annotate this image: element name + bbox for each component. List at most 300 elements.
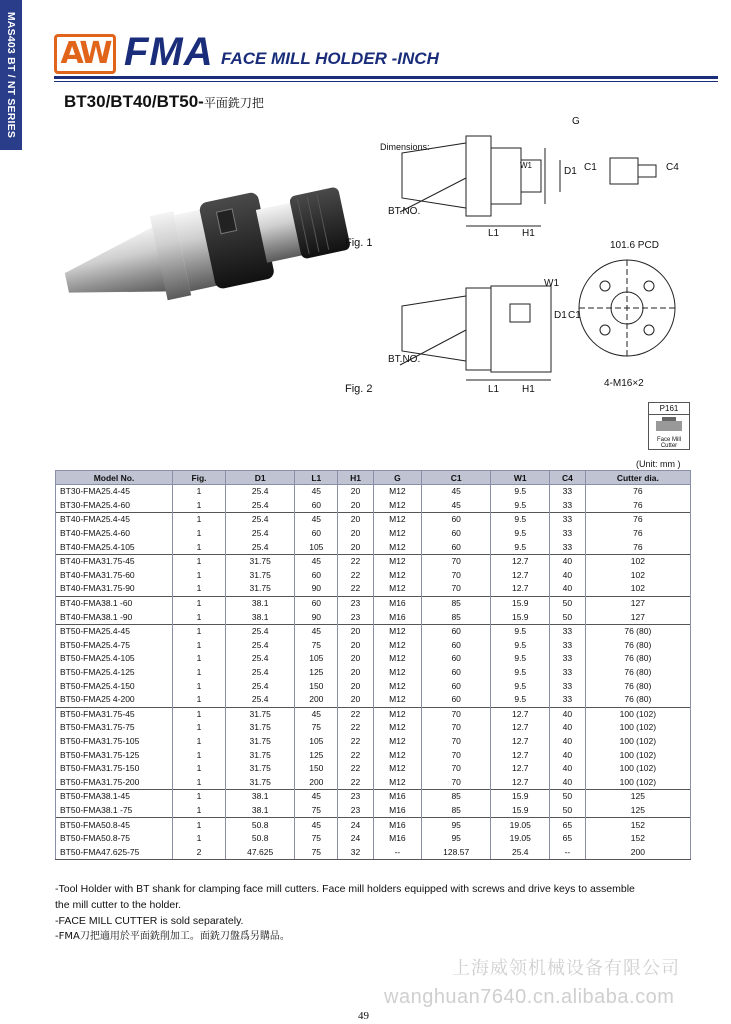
table-cell: 33 (550, 485, 586, 499)
note-2: -FACE MILL CUTTER is sold separately. (55, 915, 244, 927)
table-cell: 60 (422, 666, 491, 680)
table-cell: M16 (373, 818, 421, 832)
table-cell: BT50-FMA25 4-200 (56, 693, 173, 707)
thread-label: 4-M16×2 (604, 378, 644, 389)
table-cell: M12 (373, 707, 421, 721)
table-cell: M16 (373, 596, 421, 610)
table-cell: M12 (373, 624, 421, 638)
table-cell: 19.05 (491, 832, 550, 846)
table-cell: 25.4 (226, 513, 295, 527)
table-cell: 33 (550, 527, 586, 541)
label-c4: C4 (666, 162, 679, 173)
table-row (56, 540, 691, 554)
table-cell: 60 (422, 652, 491, 666)
table-cell: BT40-FMA38.1 -90 (56, 610, 173, 624)
company-logo (54, 34, 116, 74)
table-row (56, 554, 691, 568)
table-cell: 20 (338, 679, 374, 693)
table-cell: 9.5 (491, 624, 550, 638)
table-cell: 1 (173, 666, 226, 680)
table-cell: 47.625 (226, 845, 295, 859)
table-cell: 75 (295, 804, 338, 818)
table-cell: 85 (422, 596, 491, 610)
col-fig: Fig. (173, 471, 226, 485)
table-row (56, 721, 691, 735)
table-cell: 1 (173, 735, 226, 749)
page-number: 49 (358, 1010, 369, 1022)
table-cell: 60 (422, 527, 491, 541)
table-cell: BT40-FMA25.4-45 (56, 513, 173, 527)
table-cell: 1 (173, 762, 226, 776)
table-cell: 105 (295, 735, 338, 749)
table-cell: 38.1 (226, 804, 295, 818)
table-cell: 31.75 (226, 582, 295, 596)
table-row (56, 775, 691, 789)
table-cell: 90 (295, 610, 338, 624)
table-cell: 1 (173, 527, 226, 541)
table-cell: 15.9 (491, 610, 550, 624)
table-cell: 45 (295, 818, 338, 832)
table-cell: 2 (173, 845, 226, 859)
label-d1-fig1: D1 (564, 166, 577, 177)
table-cell: BT50-FMA31.75-45 (56, 707, 173, 721)
table-cell: M12 (373, 527, 421, 541)
table-row (56, 596, 691, 610)
table-cell: M16 (373, 790, 421, 804)
table-cell: 1 (173, 721, 226, 735)
table-cell: 22 (338, 721, 374, 735)
table-cell: 20 (338, 513, 374, 527)
table-cell: 76 (80) (585, 666, 690, 680)
table-cell: 125 (585, 790, 690, 804)
table-cell: 9.5 (491, 666, 550, 680)
table-cell: 125 (585, 804, 690, 818)
table-cell: BT50-FMA50.8-45 (56, 818, 173, 832)
table-cell: 75 (295, 845, 338, 859)
col-d1: D1 (226, 471, 295, 485)
note-1-cont: the mill cutter to the holder. (55, 899, 182, 911)
table-cell: 40 (550, 721, 586, 735)
table-cell: M12 (373, 652, 421, 666)
table-cell: 19.05 (491, 818, 550, 832)
table-cell: 60 (422, 679, 491, 693)
table-cell: M12 (373, 485, 421, 499)
table-cell: 76 (585, 527, 690, 541)
table-cell: M12 (373, 775, 421, 789)
table-cell: 9.5 (491, 652, 550, 666)
table-cell: 15.9 (491, 790, 550, 804)
table-cell: BT50-FMA38.1-45 (56, 790, 173, 804)
table-cell: 1 (173, 569, 226, 583)
technical-drawing (340, 108, 700, 408)
table-cell: BT50-FMA25.4-45 (56, 624, 173, 638)
table-cell: BT50-FMA31.75-150 (56, 762, 173, 776)
table-cell: M12 (373, 554, 421, 568)
table-cell: 45 (295, 554, 338, 568)
table-cell: M16 (373, 832, 421, 846)
table-cell: 31.75 (226, 554, 295, 568)
table-cell: 31.75 (226, 775, 295, 789)
page-title: FMA (124, 30, 214, 74)
table-row (56, 666, 691, 680)
table-row (56, 527, 691, 541)
tool-holder-photo (56, 155, 356, 325)
pcd-label: 101.6 PCD (610, 240, 659, 251)
table-cell: 38.1 (226, 610, 295, 624)
table-cell: 76 (585, 540, 690, 554)
table-row (56, 804, 691, 818)
table-cell: 9.5 (491, 513, 550, 527)
table-cell: 127 (585, 596, 690, 610)
spec-table-header (56, 471, 691, 485)
table-cell: 25.4 (226, 666, 295, 680)
table-cell: 1 (173, 790, 226, 804)
table-cell: 20 (338, 666, 374, 680)
table-cell: 31.75 (226, 721, 295, 735)
col-model: Model No. (56, 471, 173, 485)
table-cell: 9.5 (491, 527, 550, 541)
table-cell: 22 (338, 735, 374, 749)
table-cell: 23 (338, 610, 374, 624)
table-cell: 76 (80) (585, 624, 690, 638)
table-cell: 1 (173, 596, 226, 610)
label-g: G (572, 116, 580, 127)
table-cell: 22 (338, 707, 374, 721)
label-l1-fig2: L1 (488, 384, 500, 395)
table-cell: 12.7 (491, 735, 550, 749)
label-l1-fig1: L1 (488, 228, 500, 239)
table-cell: 25.4 (226, 639, 295, 653)
table-cell: 70 (422, 721, 491, 735)
table-cell: BT50-FMA31.75-105 (56, 735, 173, 749)
table-cell: 76 (80) (585, 639, 690, 653)
table-cell: 100 (102) (585, 762, 690, 776)
table-cell: 45 (295, 624, 338, 638)
table-cell: 33 (550, 513, 586, 527)
table-cell: 60 (295, 499, 338, 513)
table-cell: 45 (295, 707, 338, 721)
table-cell: 25.4 (226, 693, 295, 707)
table-cell: 60 (295, 596, 338, 610)
table-cell: 76 (585, 513, 690, 527)
table-cell: BT50-FMA38.1 -75 (56, 804, 173, 818)
table-row (56, 748, 691, 762)
table-cell: 9.5 (491, 540, 550, 554)
table-cell: 40 (550, 748, 586, 762)
label-w1-fig1: W1 (520, 161, 532, 170)
table-cell: 33 (550, 652, 586, 666)
table-cell: 31.75 (226, 569, 295, 583)
table-cell: 125 (295, 666, 338, 680)
table-cell: 31.75 (226, 735, 295, 749)
table-row (56, 735, 691, 749)
table-cell: 45 (295, 790, 338, 804)
website-watermark: wanghuan7640.cn.alibaba.com (384, 986, 675, 1008)
table-cell: BT50-FMA25.4-75 (56, 639, 173, 653)
table-cell: BT40-FMA25.4-60 (56, 527, 173, 541)
table-cell: 9.5 (491, 679, 550, 693)
table-cell: 9.5 (491, 499, 550, 513)
table-cell: 31.75 (226, 762, 295, 776)
table-cell: M12 (373, 582, 421, 596)
table-cell: 105 (295, 540, 338, 554)
table-cell: 23 (338, 790, 374, 804)
table-row (56, 582, 691, 596)
table-cell: 70 (422, 762, 491, 776)
col-g: G (373, 471, 421, 485)
table-cell: 33 (550, 693, 586, 707)
table-cell: 20 (338, 527, 374, 541)
table-cell: M12 (373, 569, 421, 583)
table-cell: 1 (173, 818, 226, 832)
table-cell: 1 (173, 775, 226, 789)
table-cell: 50 (550, 790, 586, 804)
table-cell: 65 (550, 832, 586, 846)
table-cell: BT50-FMA25.4-105 (56, 652, 173, 666)
table-cell: 22 (338, 748, 374, 762)
table-cell: 25.4 (226, 679, 295, 693)
table-cell: BT40-FMA31.75-60 (56, 569, 173, 583)
table-cell: 15.9 (491, 596, 550, 610)
table-cell: 33 (550, 540, 586, 554)
table-cell: M12 (373, 721, 421, 735)
table-cell: 15.9 (491, 804, 550, 818)
table-cell: 22 (338, 582, 374, 596)
table-cell: 90 (295, 582, 338, 596)
table-cell: 100 (102) (585, 748, 690, 762)
table-row (56, 762, 691, 776)
table-cell: 12.7 (491, 582, 550, 596)
table-cell: 25.4 (226, 485, 295, 499)
table-cell: 33 (550, 666, 586, 680)
table-cell: 1 (173, 582, 226, 596)
table-cell: 40 (550, 707, 586, 721)
table-cell: 1 (173, 499, 226, 513)
table-cell: 75 (295, 639, 338, 653)
table-cell: BT50-FMA25.4-150 (56, 679, 173, 693)
table-cell: 12.7 (491, 748, 550, 762)
table-cell: 60 (422, 639, 491, 653)
table-cell: 100 (102) (585, 707, 690, 721)
table-cell: 9.5 (491, 693, 550, 707)
table-cell: BT50-FMA47.625-75 (56, 845, 173, 859)
table-cell: 1 (173, 748, 226, 762)
table-cell: 20 (338, 693, 374, 707)
table-cell: 38.1 (226, 596, 295, 610)
table-cell: 50 (550, 596, 586, 610)
table-cell: 70 (422, 554, 491, 568)
table-cell: 24 (338, 818, 374, 832)
table-cell: 100 (102) (585, 775, 690, 789)
table-cell: 60 (295, 569, 338, 583)
table-cell: 70 (422, 775, 491, 789)
table-cell: 1 (173, 804, 226, 818)
cutter-thumbnail-icon (652, 415, 686, 435)
col-c1: C1 (422, 471, 491, 485)
table-cell: 23 (338, 596, 374, 610)
fig2-label: Fig. 2 (345, 383, 373, 395)
table-cell: 75 (295, 721, 338, 735)
table-cell: 76 (80) (585, 693, 690, 707)
table-row (56, 679, 691, 693)
col-w1: W1 (491, 471, 550, 485)
label-c1-fig1: C1 (584, 162, 597, 173)
table-cell: 45 (422, 485, 491, 499)
table-cell: 24 (338, 832, 374, 846)
table-cell: M16 (373, 804, 421, 818)
table-cell: 25.4 (226, 624, 295, 638)
table-cell: 60 (295, 527, 338, 541)
table-cell: 102 (585, 554, 690, 568)
table-cell: -- (550, 845, 586, 859)
section-heading-en: BT30/BT40/BT50- (64, 92, 204, 111)
table-cell: 23 (338, 804, 374, 818)
col-c4: C4 (550, 471, 586, 485)
table-cell: 20 (338, 624, 374, 638)
table-row (56, 693, 691, 707)
table-cell: 22 (338, 762, 374, 776)
company-watermark: 上海威领机械设备有限公司 (452, 958, 680, 979)
title-rule (54, 76, 718, 79)
table-cell: 22 (338, 554, 374, 568)
table-cell: 85 (422, 790, 491, 804)
table-cell: M12 (373, 540, 421, 554)
table-cell: 1 (173, 513, 226, 527)
table-cell: 1 (173, 540, 226, 554)
table-cell: 50.8 (226, 818, 295, 832)
table-cell: 12.7 (491, 775, 550, 789)
table-cell: 75 (295, 832, 338, 846)
title-rule-thin (54, 81, 718, 82)
table-row (56, 845, 691, 859)
spec-table-body (56, 485, 691, 860)
table-cell: M12 (373, 513, 421, 527)
face-mill-cutter-reference[interactable] (648, 402, 690, 450)
table-cell: 9.5 (491, 485, 550, 499)
table-cell: M12 (373, 679, 421, 693)
table-cell: 20 (338, 540, 374, 554)
table-cell: 45 (422, 499, 491, 513)
table-cell: 40 (550, 775, 586, 789)
table-cell: 60 (422, 624, 491, 638)
table-row (56, 569, 691, 583)
fig1-label: Fig. 1 (345, 237, 373, 249)
table-row (56, 639, 691, 653)
section-heading-cn: 平面銑刀把 (203, 96, 264, 110)
series-side-tab (0, 0, 22, 150)
table-row (56, 707, 691, 721)
table-cell: 25.4 (226, 652, 295, 666)
table-cell: M12 (373, 762, 421, 776)
table-cell: 25.4 (491, 845, 550, 859)
section-heading (64, 92, 264, 112)
table-cell: -- (373, 845, 421, 859)
table-cell: 50.8 (226, 832, 295, 846)
label-btno-fig1: BT.NO. (388, 206, 421, 217)
table-cell: BT30-FMA25.4-45 (56, 485, 173, 499)
table-cell: 100 (102) (585, 735, 690, 749)
table-cell: 70 (422, 569, 491, 583)
table-cell: 32 (338, 845, 374, 859)
table-row (56, 513, 691, 527)
table-row (56, 790, 691, 804)
table-cell: 95 (422, 832, 491, 846)
table-cell: 33 (550, 639, 586, 653)
table-row (56, 652, 691, 666)
table-cell: 1 (173, 639, 226, 653)
table-cell: BT40-FMA31.75-45 (56, 554, 173, 568)
table-cell: 25.4 (226, 499, 295, 513)
table-cell: 40 (550, 554, 586, 568)
label-w1-fig2: W1 (544, 278, 559, 289)
table-cell: BT50-FMA31.75-200 (56, 775, 173, 789)
table-cell: 70 (422, 735, 491, 749)
table-cell: 22 (338, 775, 374, 789)
table-cell: 76 (80) (585, 679, 690, 693)
table-cell: 60 (422, 693, 491, 707)
table-row (56, 610, 691, 624)
table-cell: 25.4 (226, 527, 295, 541)
reference-page: P161 (649, 403, 689, 415)
table-cell: 40 (550, 569, 586, 583)
table-cell: 128.57 (422, 845, 491, 859)
table-cell: 76 (80) (585, 652, 690, 666)
table-cell: 1 (173, 485, 226, 499)
col-cutter-dia: Cutter dia. (585, 471, 690, 485)
table-cell: 60 (422, 540, 491, 554)
table-cell: 40 (550, 762, 586, 776)
table-cell: 45 (295, 485, 338, 499)
table-cell: 33 (550, 624, 586, 638)
note-3: -FMA刀把適用於平面銑削加工。面銑刀盤爲另購品。 (55, 931, 290, 942)
col-l1: L1 (295, 471, 338, 485)
table-row (56, 832, 691, 846)
table-cell: 20 (338, 639, 374, 653)
table-cell: 102 (585, 582, 690, 596)
table-cell: M12 (373, 499, 421, 513)
table-row (56, 499, 691, 513)
table-cell: 40 (550, 735, 586, 749)
series-side-tab-label: MAS403 BT / NT SERIES (5, 11, 17, 139)
table-cell: 70 (422, 748, 491, 762)
unit-label: (Unit: mm ) (636, 459, 681, 469)
table-cell: 31.75 (226, 707, 295, 721)
table-cell: 12.7 (491, 707, 550, 721)
table-cell: 12.7 (491, 554, 550, 568)
table-cell: 20 (338, 499, 374, 513)
table-cell: BT50-FMA31.75-75 (56, 721, 173, 735)
dimensions-label: Dimensions: (380, 142, 430, 152)
table-cell: 1 (173, 610, 226, 624)
table-cell: M12 (373, 693, 421, 707)
table-cell: 200 (585, 845, 690, 859)
col-h1: H1 (338, 471, 374, 485)
table-cell: 76 (585, 485, 690, 499)
table-cell: M12 (373, 735, 421, 749)
table-cell: BT50-FMA31.75-125 (56, 748, 173, 762)
label-h1-fig2: H1 (522, 384, 535, 395)
table-cell: M12 (373, 666, 421, 680)
table-cell: 33 (550, 499, 586, 513)
spec-table (55, 470, 691, 860)
table-cell: 1 (173, 707, 226, 721)
table-cell: 102 (585, 569, 690, 583)
table-cell: BT50-FMA50.8-75 (56, 832, 173, 846)
table-cell: 1 (173, 693, 226, 707)
table-cell: 1 (173, 652, 226, 666)
table-cell: 60 (422, 513, 491, 527)
table-cell: 25.4 (226, 540, 295, 554)
